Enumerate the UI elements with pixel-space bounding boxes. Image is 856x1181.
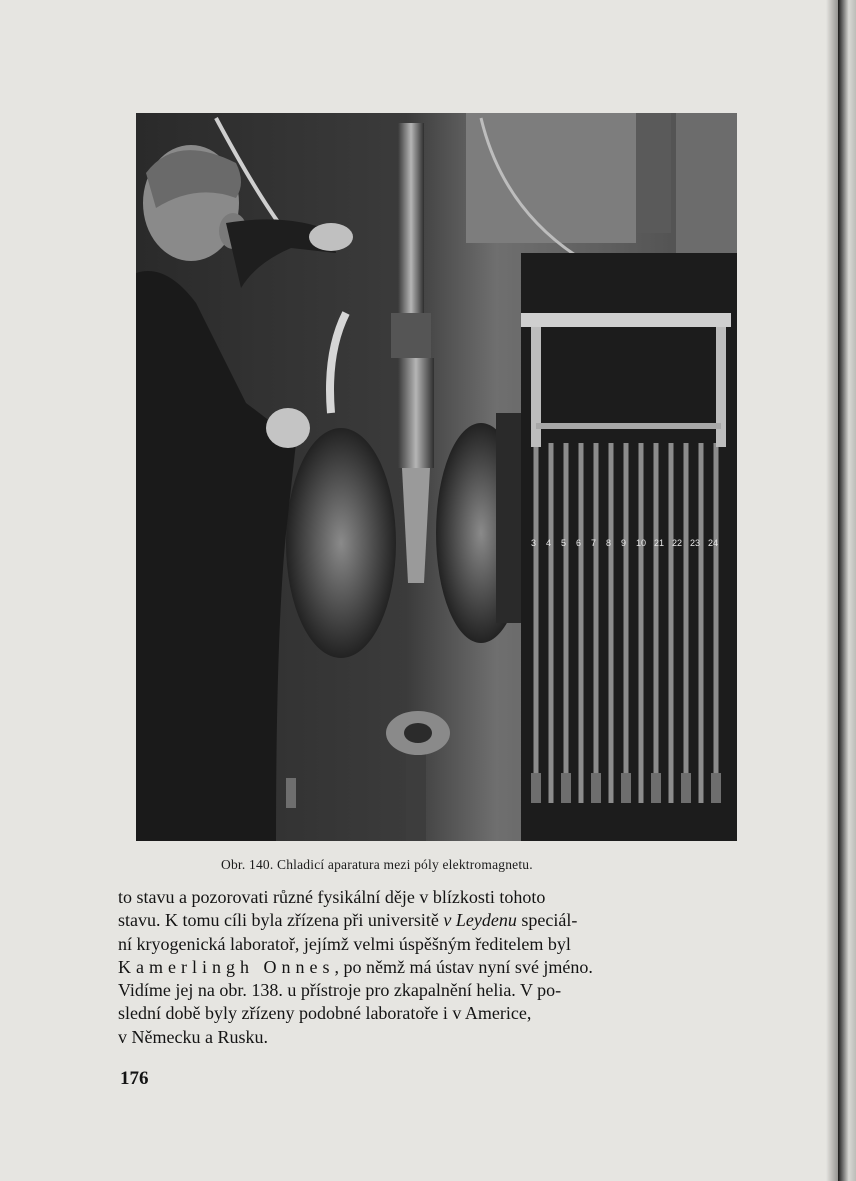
scale-number: 22 bbox=[672, 538, 683, 548]
book-edge bbox=[838, 0, 856, 1181]
text-segment: speciál- bbox=[516, 910, 578, 931]
figure-caption: Obr. 140. Chladicí aparatura mezi póly elektromagnetu. bbox=[221, 857, 533, 872]
scale-number: 8 bbox=[606, 538, 612, 548]
page-number: 176 bbox=[120, 1068, 149, 1089]
scale-number: 6 bbox=[576, 538, 582, 548]
text-line bbox=[118, 909, 762, 932]
text-line: to stavu a pozorovati různé fysikální děje v blízkosti tohoto bbox=[118, 887, 546, 907]
text-segment: , po němž má ústav nyní své jméno. bbox=[334, 956, 593, 977]
photo-illustration bbox=[136, 113, 737, 841]
scale-number: 24 bbox=[708, 538, 719, 548]
text-segment-italic: v Leydenu bbox=[443, 910, 517, 931]
name-spaced: Kamerlingh Onnes bbox=[118, 956, 335, 977]
scale-number: 4 bbox=[546, 538, 552, 548]
body-text bbox=[118, 886, 762, 1049]
scale-number: 3 bbox=[531, 538, 537, 548]
scale-number: 23 bbox=[690, 538, 701, 548]
text-line: slední době byly zřízeny podobné laboratoře i v Americe, bbox=[118, 1003, 532, 1024]
scale-number: 9 bbox=[621, 538, 627, 548]
text-line: Vidíme jej na obr. 138. u přístroje pro zkapalnění helia. V po- bbox=[118, 980, 562, 1001]
text-segment: stavu. K tomu cíli byla zřízena při universitě bbox=[118, 910, 444, 931]
photo-cooling-apparatus bbox=[136, 113, 737, 841]
scale-number: 10 bbox=[636, 538, 647, 548]
scale-number: 5 bbox=[561, 538, 567, 548]
scale-number: 7 bbox=[591, 538, 597, 548]
text-line: ní kryogenická laboratoř, jejímž velmi úspěšným ředitelem byl bbox=[118, 933, 571, 954]
text-line: v Německu a Rusku. bbox=[118, 1026, 268, 1047]
page-gutter-shadow bbox=[826, 0, 838, 1181]
scale-number: 21 bbox=[654, 538, 665, 548]
text-line bbox=[118, 956, 762, 979]
